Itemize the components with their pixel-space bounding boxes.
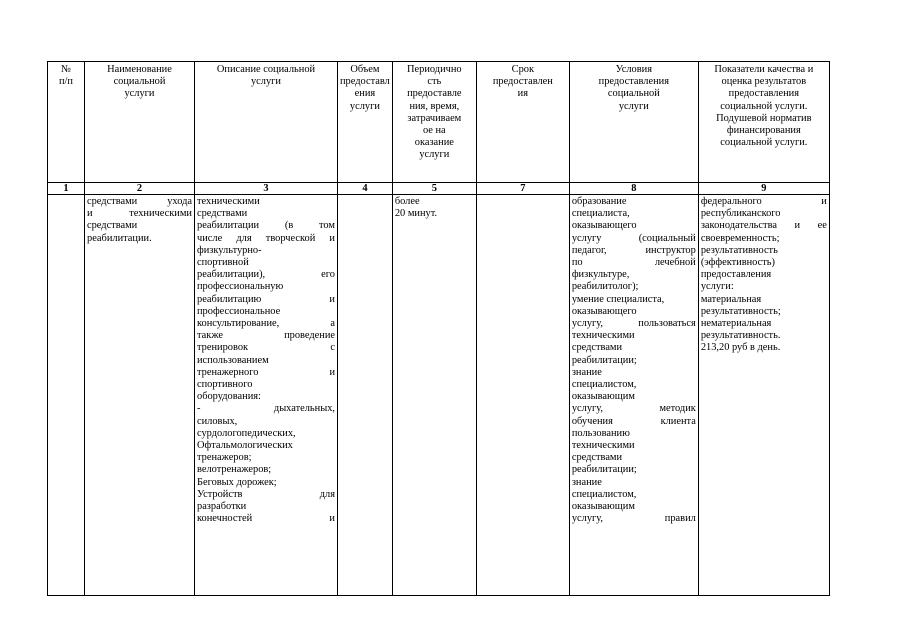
header-line: Объем — [350, 64, 380, 75]
text-line: реабилитолог); — [571, 281, 639, 293]
text-line: Устройств для — [197, 488, 335, 500]
header-col-quality — [698, 62, 829, 183]
text-line: 20 минут. — [394, 208, 438, 220]
text-line: числе для творческой и — [197, 232, 335, 244]
text-line: результативность — [700, 244, 778, 256]
text-line: средствами — [571, 342, 623, 354]
header-line: предоставле — [407, 88, 462, 100]
header-row — [48, 62, 830, 183]
header-line: услуги — [124, 88, 155, 100]
text-line: услугу, пользоваться — [571, 318, 696, 330]
text-line: услугу (социальный — [571, 232, 696, 244]
text-line: средствами ухода — [87, 196, 192, 207]
header-line: предоставлен — [492, 76, 553, 88]
header-line: социальной — [607, 88, 660, 100]
text-line: консультирование, а — [197, 318, 335, 330]
text-line: (эффективность) — [700, 257, 775, 269]
text-line: и техническими — [87, 208, 192, 220]
text-line: знание — [571, 476, 602, 488]
text-line: техническими — [197, 196, 260, 207]
text-line: физкультурно- — [197, 244, 262, 256]
text-line: спортивной — [197, 257, 249, 269]
text-line: специалиста, — [571, 208, 630, 220]
header-line: предоставления — [728, 88, 799, 100]
text-line: реабилитации), его — [197, 269, 335, 281]
text-line: оказывающим — [571, 501, 635, 513]
text-line: конечностей и — [197, 513, 335, 525]
text-line: техническими — [571, 330, 635, 342]
header-line: Срок — [511, 64, 535, 75]
text-line: профессиональную — [197, 281, 284, 293]
header-line: ения — [354, 88, 376, 100]
header-line: Описание социальной — [216, 64, 316, 75]
header-line: Периодично — [407, 64, 462, 75]
text-line: тренажерного и — [197, 366, 335, 378]
text-line: средствами — [197, 208, 248, 220]
text-line: реабилитации. — [87, 232, 152, 244]
text-line: средствами — [87, 220, 138, 232]
header-line: ния, время, — [409, 100, 460, 112]
text-line: велотренажеров; — [197, 464, 272, 476]
text-line: тренажеров; — [197, 452, 252, 464]
column-number: 4 — [338, 183, 393, 195]
text-line: средствами — [571, 452, 623, 464]
text-line: реабилитации; — [571, 354, 637, 366]
text-line: знание — [571, 366, 602, 378]
text-line: оказывающего — [571, 220, 637, 232]
cell-service-name — [85, 195, 195, 596]
column-number: 9 — [698, 183, 829, 195]
text-line: материальная — [700, 293, 762, 305]
text-line: силовых, — [197, 415, 238, 427]
text-line: реабилитацию и — [197, 293, 335, 305]
column-number: 2 — [85, 183, 195, 195]
cell-term — [476, 195, 569, 596]
header-line: ия — [517, 88, 528, 100]
text-line: более — [394, 196, 420, 207]
text-line: обучения клиента — [571, 415, 696, 427]
text-line: результативность; — [700, 305, 781, 317]
text-line: педагог, инструктор — [571, 244, 696, 256]
cell-description — [195, 195, 338, 596]
header-line: социальной — [113, 76, 166, 88]
text-line: услуги: — [700, 281, 734, 293]
header-col-volume — [338, 62, 393, 183]
header-line: предоставления — [598, 76, 669, 88]
text-line: образование — [571, 196, 627, 207]
header-line: оценка результатов — [721, 76, 807, 88]
text-line: результативность. — [700, 330, 781, 342]
header-line: Наименование — [107, 64, 172, 75]
column-number: 3 — [195, 183, 338, 195]
cell-conditions — [569, 195, 698, 596]
text-line: оказывающего — [571, 305, 637, 317]
header-line: социальной услуги. — [720, 100, 808, 112]
text-line: оказывающим — [571, 391, 635, 403]
text-line: нематериальная — [700, 318, 772, 330]
column-number: 1 — [48, 183, 85, 195]
text-line: сурдологопедических, — [197, 427, 296, 439]
header-line: сть — [427, 76, 442, 88]
header-line: Условия — [615, 64, 652, 75]
text-line: спортивного — [197, 379, 253, 391]
text-line: Офтальмологических — [197, 440, 293, 452]
text-line: законодательства и ее — [700, 220, 827, 232]
column-number: 8 — [569, 183, 698, 195]
header-line: № — [61, 64, 71, 75]
text-line: услугу, методик — [571, 403, 696, 415]
column-number: 7 — [476, 183, 569, 195]
text-line: специалистом, — [571, 488, 637, 500]
header-line: оказание — [414, 137, 454, 149]
header-col-term — [476, 62, 569, 183]
header-line: п/п — [58, 76, 73, 88]
text-line: Беговых дорожек; — [197, 476, 277, 488]
column-number-row — [48, 183, 830, 195]
text-line: - дыхательных, — [197, 403, 335, 415]
text-line: услугу, правил — [571, 513, 696, 525]
text-line: республиканского — [700, 208, 781, 220]
header-line: социальной услуги. — [720, 137, 808, 149]
text-line: своевременность; — [700, 232, 780, 244]
text-line: использованием — [197, 354, 269, 366]
text-line: профессиональное — [197, 305, 281, 317]
text-line: умение специалиста, — [571, 293, 665, 305]
header-line: ое на — [422, 125, 446, 137]
cell-quality — [698, 195, 829, 596]
cell-periodicity — [392, 195, 476, 596]
services-table — [47, 61, 830, 596]
header-line: Подушевой норматив — [716, 112, 812, 124]
header-col-name — [85, 62, 195, 183]
text-line: также проведение — [197, 330, 335, 342]
text-line: федерального и — [700, 196, 827, 207]
text-line: техническими — [571, 440, 635, 452]
header-line: предоставл — [340, 76, 390, 88]
text-line: физкультуре, — [571, 269, 630, 281]
cell-volume — [338, 195, 393, 596]
header-line: Показатели качества и — [714, 64, 814, 75]
text-line: разработки — [197, 501, 247, 513]
column-number: 5 — [392, 183, 476, 195]
text-line: оборудования: — [197, 391, 261, 403]
text-line: по лечебной — [571, 257, 696, 269]
text-line: предоставления — [700, 269, 772, 281]
table-row — [48, 195, 830, 596]
header-col-description — [195, 62, 338, 183]
text-line: реабилитации; — [571, 464, 637, 476]
cell-index — [48, 195, 85, 596]
header-col-periodicity — [392, 62, 476, 183]
header-line: услуги — [618, 100, 649, 112]
header-col-index — [48, 62, 85, 183]
header-line: услуги — [419, 149, 450, 161]
text-line: тренировок с — [197, 342, 335, 354]
header-col-conditions — [569, 62, 698, 183]
header-line: затрачиваем — [407, 112, 462, 124]
text-line: реабилитации (в том — [197, 220, 335, 232]
text-line: пользованию — [571, 427, 630, 439]
header-line: услуги — [250, 76, 281, 88]
header-line: финансирования — [726, 125, 801, 137]
text-line: 213,20 руб в день. — [700, 342, 781, 354]
header-line: услуги — [349, 100, 380, 112]
text-line: специалистом, — [571, 379, 637, 391]
